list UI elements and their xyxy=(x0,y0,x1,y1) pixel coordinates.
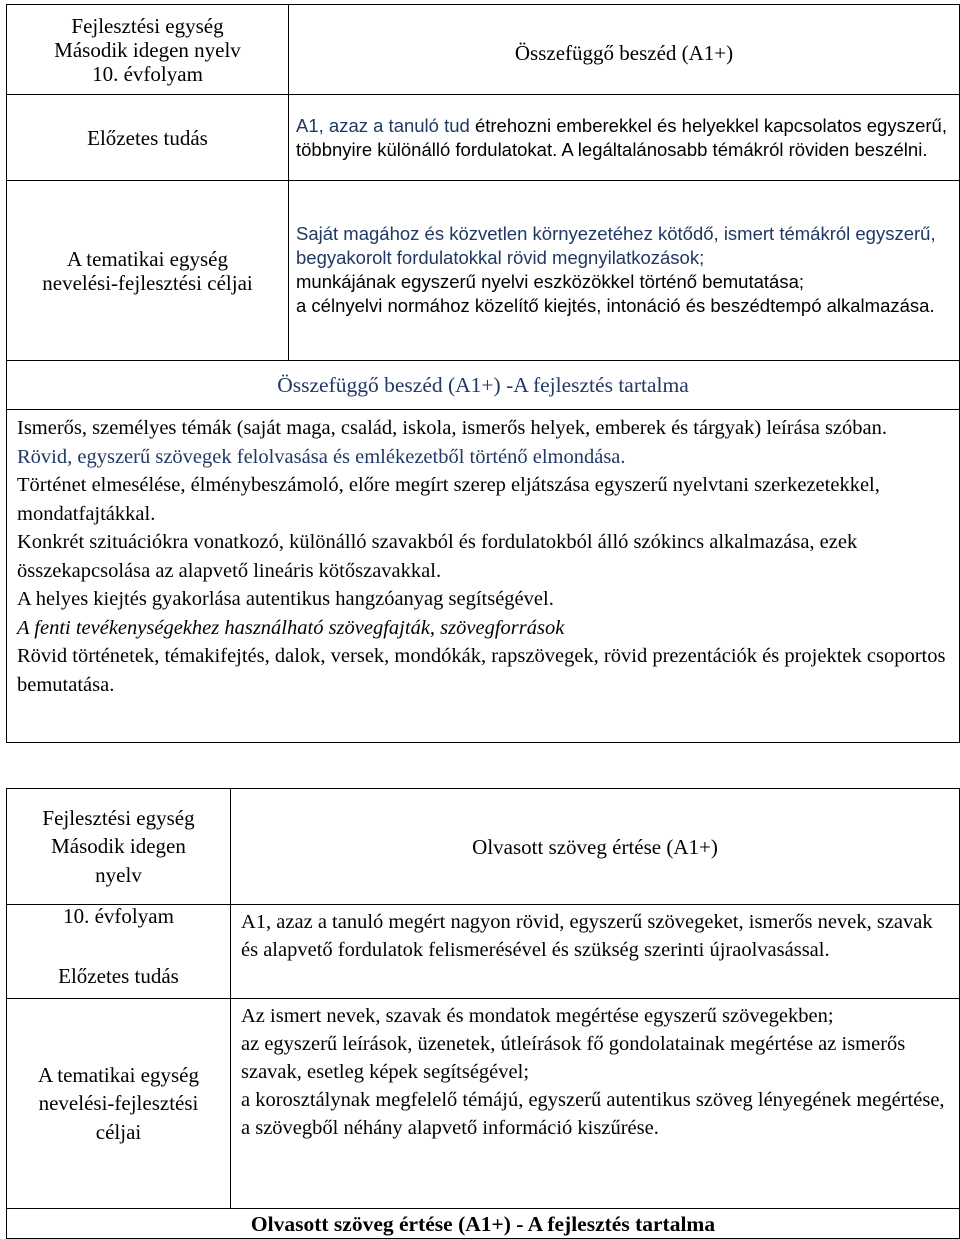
content-item: A helyes kiejtés gyakorlása autentikus hangzóanyag segítségével. xyxy=(17,588,554,610)
prior-knowledge-label-cell xyxy=(7,95,289,181)
unit-title-line: 10. évfolyam xyxy=(63,904,174,928)
content-header-cell xyxy=(7,361,960,410)
prior-knowledge-label: Előzetes tudás xyxy=(87,125,208,150)
unit-title-cell xyxy=(7,789,231,905)
section-title-cell xyxy=(231,789,960,905)
goal-item: a célnyelvi normához közelítő kiejtés, intonáció és beszédtempó alkalmazása. xyxy=(296,294,935,316)
content-item: Történet elmesélése, élménybeszámoló, előre megírt szerep eljátszása egyszerű nyelvtani szerkezetekkel, mondatfajtákkal. xyxy=(17,474,880,525)
prior-knowledge-cell xyxy=(289,95,960,181)
goals-label-line: céljai xyxy=(95,1119,142,1144)
text-types: Rövid történetek, témakifejtés, dalok, versek, mondókák, rapszövegek, rövid prezentációk és projektek csoportos bemutatása. xyxy=(17,645,946,696)
unit-title-line: Második idegen nyelv xyxy=(54,37,241,62)
section-title: Olvasott szöveg értése (A1+) xyxy=(472,835,718,859)
unit-title-line: Fejlesztési egység xyxy=(71,13,224,38)
prior-knowledge-label: Előzetes tudás xyxy=(58,964,179,988)
goal-item: a korosztálynak megfelelő témájú, egyszerű autentikus szöveg lényegének megértése, a szövegből néhány alapvető információ kiszűrése. xyxy=(241,1089,945,1139)
content-header: Összefüggő beszéd (A1+) -A fejlesztés tartalma xyxy=(277,373,689,397)
content-item: Ismerős, személyes témák (saját maga, család, iskola, ismerős helyek, emberek és tárgyak) leírása szóban. xyxy=(17,417,887,439)
goals-label-cell xyxy=(7,181,289,361)
text-types-title: A fenti tevékenységekhez használható szövegfajták, szövegforrások xyxy=(17,616,565,639)
unit-table-reading xyxy=(6,788,960,1239)
goals-label-line: A tematikai egység xyxy=(67,246,228,271)
goal-item: Az ismert nevek, szavak és mondatok megértése egyszerű szövegekben; xyxy=(241,1005,834,1027)
section-title-cell xyxy=(289,5,960,95)
content-header: Olvasott szöveg értése (A1+) - A fejlesztés tartalma xyxy=(250,1211,716,1236)
prior-knowledge-cell xyxy=(231,905,960,999)
content-cell xyxy=(7,410,960,743)
unit-title-line: nyelv xyxy=(95,862,142,887)
goals-cell xyxy=(231,999,960,1209)
goals-label-line: nevelési-fejlesztési céljai xyxy=(42,270,253,295)
goals-cell xyxy=(289,181,960,361)
goals-label-line: A tematikai egység xyxy=(38,1062,199,1087)
prior-knowledge-text: A1, azaz a tanuló megért nagyon rövid, egyszerű szövegeket, ismerős nevek, szavak és alapvető fordulatok felismerésével és szükség szerinti újraolvasással. xyxy=(241,911,933,961)
unit-title-line: Fejlesztési egység xyxy=(42,805,195,830)
section-title: Összefüggő beszéd (A1+) xyxy=(514,40,734,65)
goal-item: Saját magához és közvetlen környezetéhez kötődő, ismert témákról egyszerű, begyakorolt fordulatokkal rövid megnyilatkozások; xyxy=(296,222,936,268)
content-item: Konkrét szituációkra vonatkozó, különálló szavakból és fordulatokból álló szókincs alkalmazása, ezek összekapcsolása az alapvető lineáris kötőszavakkal. xyxy=(17,531,858,582)
prior-knowledge-highlight: A1, azaz a tanuló tud xyxy=(296,114,470,136)
goal-item: munkájának egyszerű nyelvi eszközökkel történő bemutatása; xyxy=(296,270,804,292)
prior-knowledge-label-cell xyxy=(7,905,231,999)
goals-label-cell xyxy=(7,999,231,1209)
goals-label-line: nevelési-fejlesztési xyxy=(38,1091,199,1116)
prior-knowledge-text: étrehozni emberekkel és helyekkel kapcsolatos egyszerű, többnyire különálló fordulatokat. A legáltalánosabb témákról röviden beszélni. xyxy=(296,114,947,160)
unit-table-speaking xyxy=(6,4,960,743)
content-item: Rövid, egyszerű szövegek felolvasása és emlékezetből történő elmondása. xyxy=(17,445,626,468)
unit-title-line: 10. évfolyam xyxy=(92,61,203,86)
content-header-cell xyxy=(7,1209,960,1239)
unit-title-cell xyxy=(7,5,289,95)
goal-item: az egyszerű leírások, üzenetek, útleírások fő gondolatainak megértése az ismerős szavak, esetleg képek segítségével; xyxy=(241,1033,906,1083)
unit-title-line: Második idegen xyxy=(51,834,186,859)
